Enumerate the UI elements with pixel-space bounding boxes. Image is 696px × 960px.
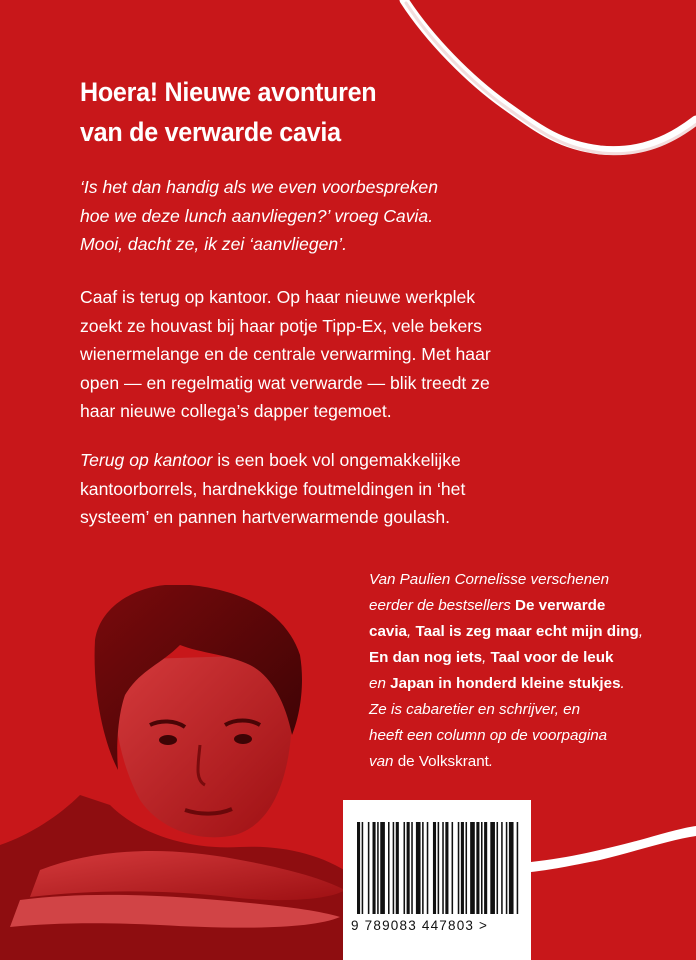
summary-line-1-rest: is een boek vol ongemakkelijke	[212, 450, 461, 470]
bio-text: .	[488, 753, 494, 770]
quote-line-3: Mooi, dacht ze, ik zei ‘aanvliegen’.	[80, 234, 347, 254]
blurb-line-4: open — en regelmatig wat verwarde — blik treedt ze	[80, 372, 490, 393]
bio-text: ,	[638, 623, 644, 640]
bio-text: van	[369, 753, 398, 770]
summary-line-2: kantoorborrels, hardnekkige foutmeldingen in ‘het	[80, 478, 466, 499]
blurb-line-5: haar nieuwe collega’s dapper tegemoet.	[80, 401, 392, 421]
bio-text: eerder de bestsellers	[369, 597, 516, 614]
newspaper-name: de Volkskrant	[397, 753, 489, 770]
quote-line-1: ‘Is het dan handig als we even voorbespreken	[80, 177, 438, 197]
summary-line-1	[80, 446, 465, 475]
blurb-line-3: wienermelange en de centrale verwarming. Met haar	[80, 344, 491, 364]
bio-book-title: Japan in honderd kleine stukjes	[390, 675, 621, 692]
quote-line-2: hoe we deze lunch aanvliegen?’ vroeg Cavia.	[80, 205, 434, 226]
headline	[80, 72, 376, 152]
blurb-paragraph	[80, 283, 491, 426]
barcode-icon	[343, 800, 531, 920]
bio-book-title: Taal voor de leuk	[490, 649, 614, 666]
barcode-panel	[343, 800, 531, 960]
quote-paragraph	[80, 173, 438, 259]
bio-text: en	[369, 675, 391, 692]
bio-line-1: Van Paulien Cornelisse verschenen	[369, 571, 610, 588]
bio-line-6: Ze is cabaretier en schrijver, en	[369, 701, 581, 718]
bio-line-7: heeft een column op de voorpagina	[369, 727, 608, 744]
bio-line-5	[369, 671, 643, 697]
isbn-digits: 9 789083 447803 >	[351, 918, 489, 933]
headline-line-1: Hoera! Nieuwe avonturen	[80, 77, 377, 107]
bio-line-2	[369, 593, 643, 619]
blurb-line-1: Caaf is terug op kantoor. Op haar nieuwe werkplek	[80, 287, 476, 307]
bio-line-3	[369, 619, 643, 645]
author-photo	[0, 585, 360, 960]
bio-text: .	[620, 675, 625, 692]
bio-line-8	[369, 749, 643, 775]
bio-book-title: cavia	[369, 623, 408, 640]
bio-book-title: Taal is zeg maar echt mijn ding	[415, 623, 639, 640]
bio-text: ,	[407, 623, 416, 640]
book-title: Terug op kantoor	[80, 450, 213, 470]
bio-line-4	[369, 645, 643, 671]
blurb-line-2: zoekt ze houvast bij haar potje Tipp-Ex, vele bekers	[80, 315, 482, 336]
bio-text: ,	[482, 649, 491, 666]
bio-book-title: En dan nog iets	[369, 649, 483, 666]
summary-line-3: systeem’ en pannen hartverwarmende goulash.	[80, 507, 451, 527]
author-bio	[369, 567, 643, 775]
headline-line-2: van de verwarde cavia	[80, 117, 341, 147]
bio-book-title: De verwarde	[515, 597, 606, 614]
summary-paragraph	[80, 446, 465, 532]
